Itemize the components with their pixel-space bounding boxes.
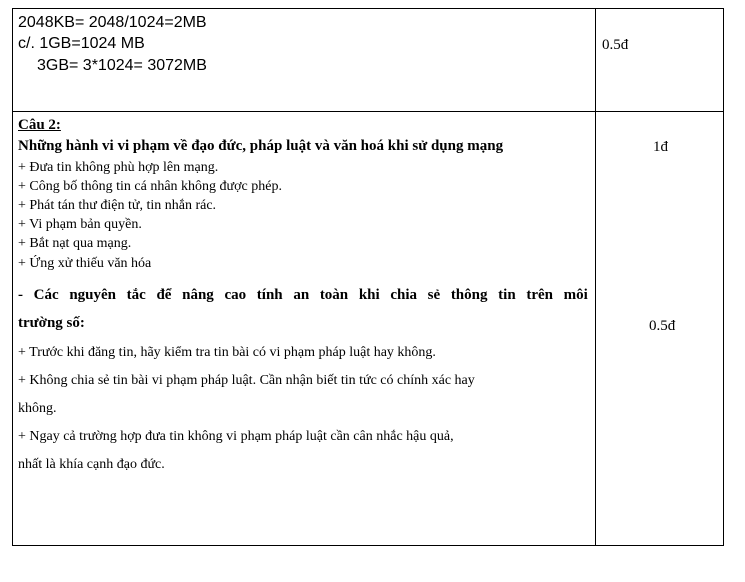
word: nguyên <box>69 287 116 303</box>
row-divider <box>12 111 724 112</box>
row2-score-bottom: 0.5đ <box>649 318 676 334</box>
violations-title: Những hành vi vi phạm về đạo đức, pháp luật và văn hoá khi sử dụng mạng <box>18 138 504 154</box>
principles-title-line1 <box>18 287 588 304</box>
violation-item: + Đưa tin không phù hợp lên mạng. <box>18 160 219 175</box>
principle-line: + Trước khi đăng tin, hãy kiểm tra tin bài có vi phạm pháp luật hay không. <box>18 345 436 360</box>
word: nâng <box>182 287 214 303</box>
word: tính <box>256 287 283 303</box>
calc-line-1: 2048KB= 2048/1024=2MB <box>18 14 207 31</box>
word: môi <box>563 287 588 303</box>
word: khi <box>358 287 380 303</box>
word: tắc <box>126 287 146 303</box>
word: để <box>156 287 172 303</box>
row1-score: 0.5đ <box>602 37 629 53</box>
violation-item: + Bắt nạt qua mạng. <box>18 236 132 251</box>
word: thông <box>450 287 488 303</box>
table-border-right <box>723 8 724 546</box>
answer-table <box>12 8 724 546</box>
word: sẻ <box>427 287 441 303</box>
question-heading: Câu 2: <box>18 117 61 133</box>
violation-item: + Ứng xử thiếu văn hóa <box>18 256 152 271</box>
principles-title-line2: trường số: <box>18 315 85 331</box>
word: toàn <box>319 287 349 303</box>
word: - <box>18 287 23 303</box>
principle-line: + Không chia sẻ tin bài vi phạm pháp luật. Cần nhận biết tin tức có chính xác hay <box>18 373 475 388</box>
column-divider <box>595 8 596 546</box>
word: tin <box>498 287 516 303</box>
principle-line: không. <box>18 401 57 416</box>
principle-line: + Ngay cả trường hợp đưa tin không vi phạm pháp luật cần cân nhắc hậu quả, <box>18 429 454 444</box>
calc-line-3: 3GB= 3*1024= 3072MB <box>37 57 207 74</box>
table-border-bottom <box>12 545 724 546</box>
principle-line: nhất là khía cạnh đạo đức. <box>18 457 165 472</box>
word: cao <box>224 287 247 303</box>
word: Các <box>33 287 59 303</box>
calc-line-2: c/. 1GB=1024 MB <box>18 35 145 52</box>
table-border-left <box>12 8 13 546</box>
violation-item: + Công bố thông tin cá nhân không được phép. <box>18 179 282 194</box>
row2-score-top: 1đ <box>653 139 668 155</box>
violation-item: + Phát tán thư điện tử, tin nhắn rác. <box>18 198 217 213</box>
violation-item: + Vi phạm bản quyền. <box>18 217 142 232</box>
word: trên <box>526 287 553 303</box>
word: chia <box>390 287 417 303</box>
word: an <box>293 287 310 303</box>
table-border-top <box>12 8 724 9</box>
